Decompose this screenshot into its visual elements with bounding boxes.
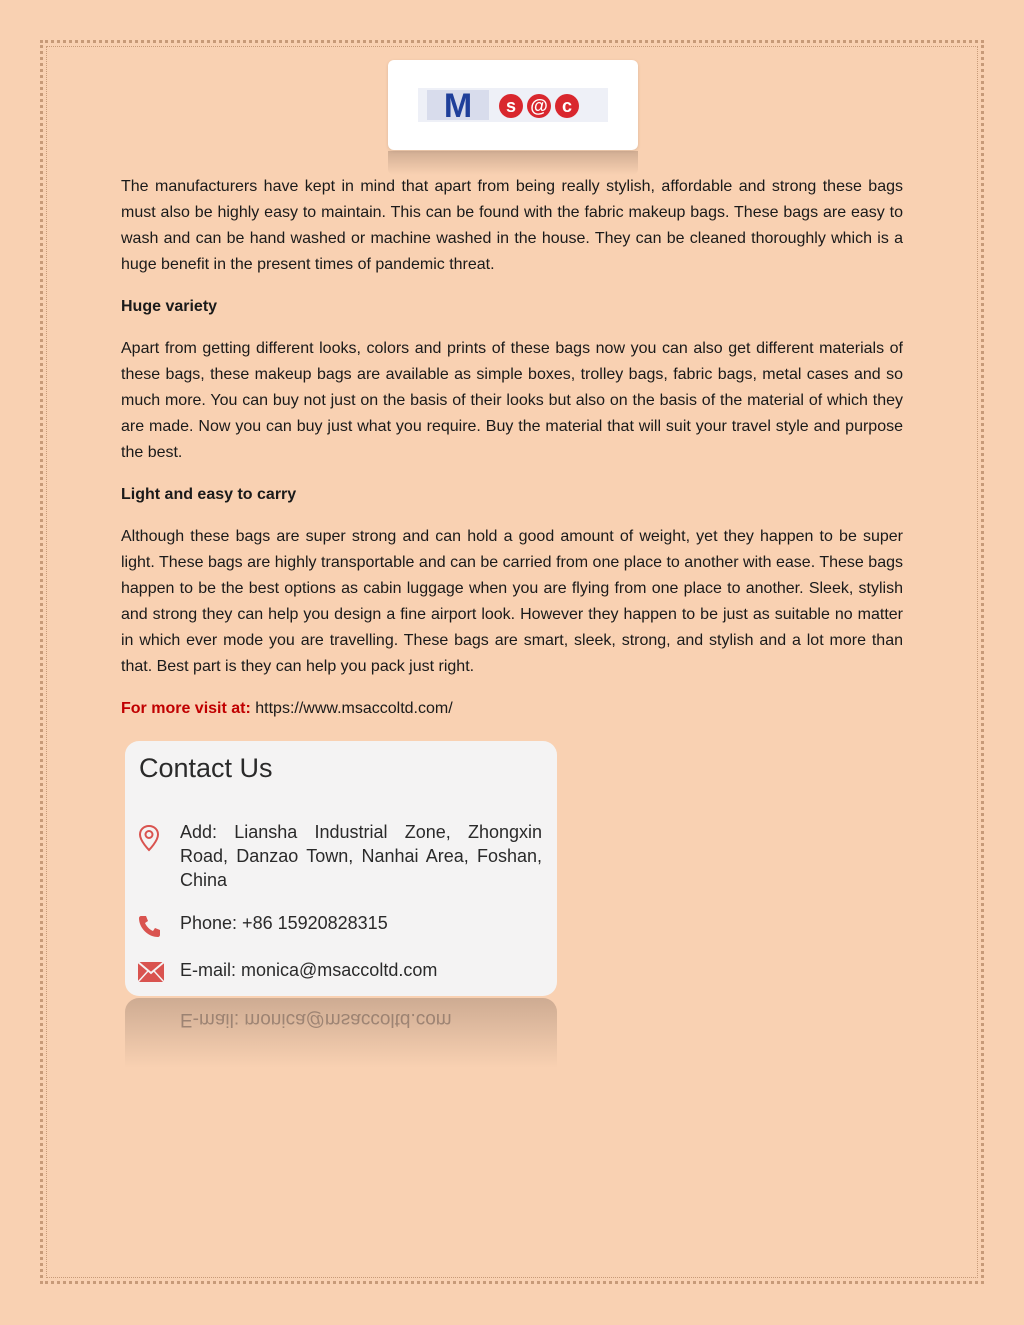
heading-huge-variety: Huge variety bbox=[121, 298, 218, 315]
visit-link[interactable]: https://www.msaccoltd.com/ bbox=[255, 700, 453, 717]
visit-line bbox=[121, 696, 903, 722]
visit-label: For more visit at: bbox=[121, 700, 251, 717]
logo-letter-at: @ bbox=[530, 96, 548, 116]
contact-address: Add: Liansha Industrial Zone, Zhongxin Road, Danzao Town, Nanhai Area, Foshan, China bbox=[180, 822, 542, 890]
contact-title: Contact Us bbox=[139, 753, 273, 783]
contact-email[interactable]: E-mail: monica@msaccoltd.com bbox=[180, 960, 438, 980]
location-pin-icon bbox=[137, 824, 161, 857]
article-body bbox=[121, 174, 903, 722]
logo-letter-m: M bbox=[443, 88, 473, 122]
phone-icon bbox=[137, 913, 163, 944]
msac-logo-mark bbox=[423, 88, 603, 122]
contact-card bbox=[125, 741, 557, 996]
paragraph-maintenance: The manufacturers have kept in mind that apart from being really stylish, affordable and strong these bags must also be highly easy to maintain. This can be found with the fabric makeup bags. These bags are easy to wash and can be hand washed or machine washed in the house. They can be cleaned thoroughly which is a huge benefit in the present times of pandemic threat. bbox=[121, 178, 903, 273]
logo-letter-c: c bbox=[561, 96, 573, 116]
contact-phone: Phone: +86 15920828315 bbox=[180, 913, 388, 933]
contact-email-reflection: E-mail: monica@msaccoltd.com bbox=[180, 1009, 452, 1030]
paragraph-variety: Apart from getting different looks, colors and prints of these bags now you can also get different materials of these bags, these makeup bags are available as simple boxes, trolley bags, fabric bags, metal cases and so much more. You can buy not just on the basis of their looks but also on the basis of the material of which they are made. Now you can buy just what you require. Buy the material that will suit your travel style and purpose the best. bbox=[121, 340, 903, 461]
logo-letter-s: s bbox=[505, 96, 517, 116]
contact-reflection bbox=[125, 998, 557, 1068]
heading-light-easy: Light and easy to carry bbox=[121, 486, 297, 503]
envelope-icon bbox=[137, 961, 165, 988]
logo-reflection bbox=[388, 151, 638, 175]
msac-logo bbox=[418, 88, 608, 122]
logo-card bbox=[388, 60, 638, 150]
paragraph-light: Although these bags are super strong and can hold a good amount of weight, yet they happen to be super light. These bags are highly transportable and can be carried from one place to another with ease. These bags happen to be the best options as cabin luggage when you are flying from one place to another. Sleek, stylish and strong they can help you design a fine airport look. However they happen to be just as suitable no matter in which ever mode you are travelling. These bags are smart, sleek, strong, and stylish and a lot more than that. Best part is they can help you pack just right. bbox=[121, 528, 903, 675]
